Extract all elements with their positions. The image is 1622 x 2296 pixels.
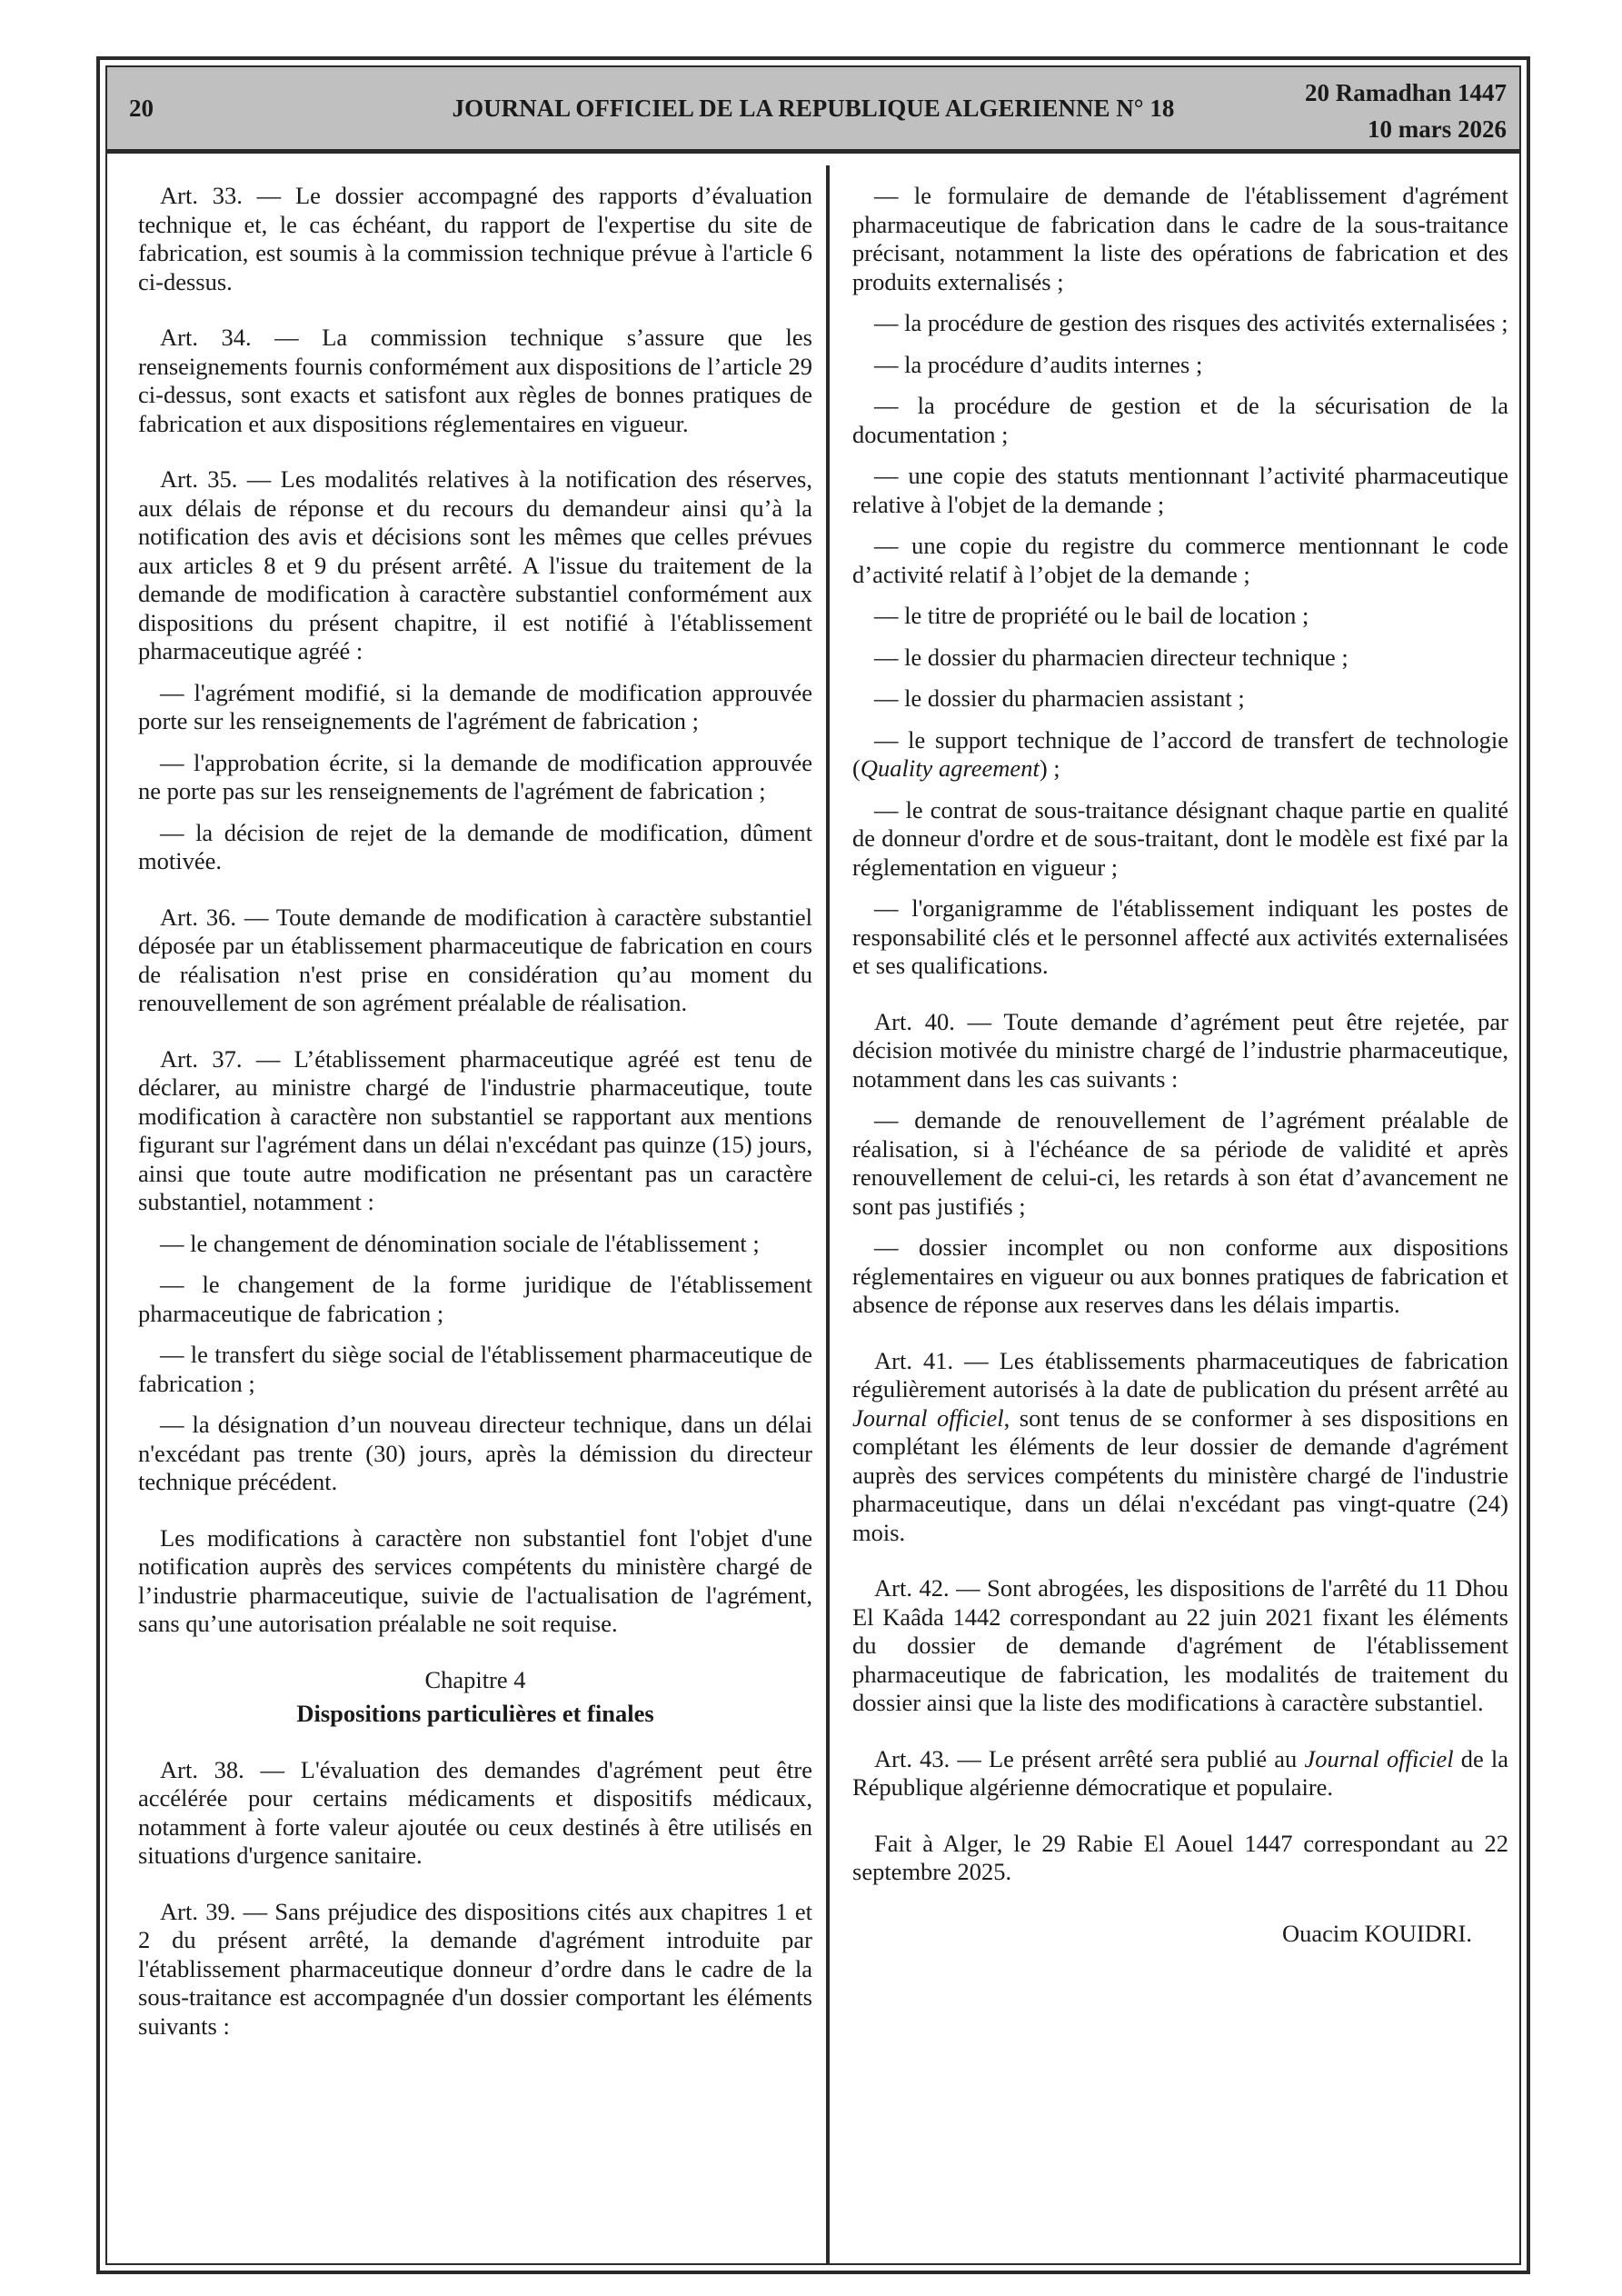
list-item: — la décision de rejet de la demande de modification, dûment motivée. — [138, 818, 812, 874]
text: ) ; — [1039, 754, 1060, 782]
list-item: — dossier incomplet ou non conforme aux dispositions réglementaires en vigueur ou aux bonnes pratiques de fabrication et absence de réponse aux reserves dans les délais impartis. — [852, 1233, 1508, 1318]
signature: Ouacim KOUIDRI. — [1281, 1919, 1472, 1947]
text: Art. 43. — Le présent arrêté sera publié au — [874, 1744, 1305, 1772]
list-item: — demande de renouvellement de l’agrément préalable de réalisation, si à l'échéance de sa période de validité et après renouvellement de celui-ci, les retards à son état d’avancement ne sont pas justifiés ; — [852, 1106, 1508, 1220]
page-frame — [96, 56, 1530, 2274]
list-item: — le changement de dénomination sociale de l'établissement ; — [160, 1229, 760, 1257]
list-item — [852, 726, 1508, 784]
text: Art. 41. — Les établissements pharmaceutiques de fabrication régulièrement autorisés à la date de publication du présent arrêté au — [852, 1346, 1508, 1403]
list-item: — le contrat de sous-traitance désignant chaque partie en qualité de donneur d'ordre et de sous-traitant, dont le modèle est fixé par la réglementation en vigueur ; — [852, 795, 1508, 881]
list-item: — la procédure de gestion des risques des activités externalisées ; — [874, 309, 1508, 336]
hijri-date: 20 Ramadhan 1447 — [1304, 79, 1507, 106]
column-divider — [826, 165, 830, 2265]
list-item: — le changement de la forme juridique de l'établissement pharmaceutique de fabrication ; — [138, 1271, 812, 1327]
page-number: 20 — [129, 95, 154, 122]
article-39: Art. 39. — Sans préjudice des dispositions cités aux chapitres 1 et 2 du présent arrêté, la demande d'agrément introduite par l'établissement pharmaceutique donneur d’ordre dans le cadre de la sous-traitance est accompagnée d'un dossier comportant les éléments suivants : — [138, 1897, 812, 2040]
list-item: — l'agrément modifié, si la demande de modification approuvée porte sur les renseignements de l'agrément de fabrication ; — [138, 678, 812, 734]
article-34: Art. 34. — La commission technique s’assure que les renseignements fournis conformément aux dispositions de l’article 29 ci-dessus, sont exacts et satisfont aux règles de bonnes pratiques de fabrication et aux dispositions réglementaires en vigueur. — [138, 324, 812, 437]
article-41 — [852, 1347, 1508, 1548]
article-33: Art. 33. — Le dossier accompagné des rapports d’évaluation technique et, le cas échéant, du rapport de l'expertise du site de fabrication, est soumis à la commission technique prévue à l'article 6 ci-dessus. — [138, 182, 812, 295]
italic-term: Quality agreement — [860, 754, 1040, 782]
place-and-date: Fait à Alger, le 29 Rabie El Aouel 1447 correspondant au 22 septembre 2025. — [852, 1829, 1508, 1885]
list-item: — une copie des statuts mentionnant l’activité pharmaceutique relative à l'objet de la demande ; — [852, 462, 1508, 518]
left-column — [138, 182, 812, 2041]
article-36: Art. 36. — Toute demande de modification à caractère substantiel déposée par un établissement pharmaceutique de fabrication en cours de réalisation n'est prise en considération qu’au moment du renouvellement de son agrément préalable de réalisation. — [138, 903, 812, 1016]
list-item: — la procédure de gestion et de la sécurisation de la documentation ; — [852, 392, 1508, 448]
article-35: Art. 35. — Les modalités relatives à la notification des réserves, aux délais de réponse et du recours du demandeur ainsi qu’à la notification des avis et décisions sont les mêmes que celles prévues aux articles 8 et 9 du présent arrêté. A l'issue du traitement de la demande de modification à caractère substantiel conformément aux dispositions du présent chapitre, il est notifié à l'établissement pharmaceutique agréé : — [138, 465, 812, 664]
list-item: — la procédure d’audits internes ; — [874, 350, 1203, 378]
italic-term: Journal officiel — [852, 1403, 1004, 1432]
journal-header — [107, 67, 1519, 154]
article-40: Art. 40. — Toute demande d’agrément peut être rejetée, par décision motivée du ministre chargé de l’industrie pharmaceutique, notamment dans les cas suivants : — [852, 1007, 1508, 1093]
list-item: — le dossier du pharmacien directeur technique ; — [874, 643, 1348, 671]
list-item: — le transfert du siège social de l'établissement pharmaceutique de fabrication ; — [138, 1341, 812, 1397]
page-inner-frame — [105, 65, 1521, 2265]
list-item: — la désignation d’un nouveau directeur technique, dans un délai n'excédant pas trente (30) jours, après la démission du directeur technique précédent. — [138, 1411, 812, 1495]
list-item: — l'organigramme de l'établissement indiquant les postes de responsabilité clés et le personnel affecté aux activités externalisées et ses qualifications. — [852, 894, 1508, 979]
text: , sont tenus de se conformer à ses dispositions en complétant les éléments de leur dossier de demande d'agrément auprès des services compétents du ministère chargé de l'industrie pharmaceutique, dans un délai n'excédant pas vingt-quatre (24) mois. — [852, 1403, 1508, 1546]
gregorian-date: 10 mars 2026 — [1368, 115, 1507, 143]
paragraph: Les modifications à caractère non substantiel font l'objet d'une notification auprès des services compétents du ministère chargé de l’industrie pharmaceutique, suivie de l'actualisation de l'agrément, sans qu’une autorisation préalable ne soit requise. — [138, 1523, 812, 1637]
list-item: — le dossier du pharmacien assistant ; — [874, 684, 1245, 712]
chapter-heading: Chapitre 4 — [424, 1665, 526, 1693]
article-43 — [852, 1745, 1508, 1802]
journal-title: JOURNAL OFFICIEL DE LA REPUBLIQUE ALGERIENNE N° 18 — [452, 95, 1175, 122]
right-column — [852, 182, 1508, 1948]
issue-date — [1305, 75, 1507, 147]
italic-term: Journal officiel — [1304, 1744, 1454, 1772]
text: de la République algérienne démocratique et populaire. — [852, 1744, 1508, 1801]
article-42: Art. 42. — Sont abrogées, les dispositions de l'arrêté du 11 Dhou El Kaâda 1442 correspondant au 22 juin 2021 fixant les éléments du dossier de demande d'agrément de l'établissement pharmaceutique de fabrication, les modalités de traitement du dossier ainsi que la liste des modifications à caractère substantiel. — [852, 1574, 1508, 1716]
list-item: — l'approbation écrite, si la demande de modification approuvée ne porte pas sur les renseignements de l'agrément de fabrication ; — [138, 748, 812, 804]
article-37: Art. 37. — L’établissement pharmaceutique agréé est tenu de déclarer, au ministre chargé de l'industrie pharmaceutique, toute modification à caractère non substantiel se rapportant aux mentions figurant sur l'agrément dans un délai n'excédant pas quinze (15) jours, ainsi que toute autre modification ne présentant pas un caractère substantiel, notamment : — [138, 1044, 812, 1215]
list-item: — le titre de propriété ou le bail de location ; — [874, 602, 1309, 629]
article-38: Art. 38. — L'évaluation des demandes d'agrément peut être accélérée pour certains médicaments et dispositifs médicaux, notamment à forte valeur ajoutée ou ceux destinés à être utilisés en situations d'urgence sanitaire. — [138, 1755, 812, 1869]
list-item: — le formulaire de demande de l'établissement d'agrément pharmaceutique de fabrication dans le cadre de la sous-traitance précisant, notamment la liste des opérations de fabrication et des produits externalisés ; — [852, 182, 1508, 295]
list-item: — une copie du registre du commerce mentionnant le code d’activité relatif à l’objet de la demande ; — [852, 532, 1508, 588]
text: — le support technique de l’accord de transfert de technologie ( — [852, 725, 1508, 782]
chapter-title: Dispositions particulières et finales — [296, 1700, 654, 1727]
